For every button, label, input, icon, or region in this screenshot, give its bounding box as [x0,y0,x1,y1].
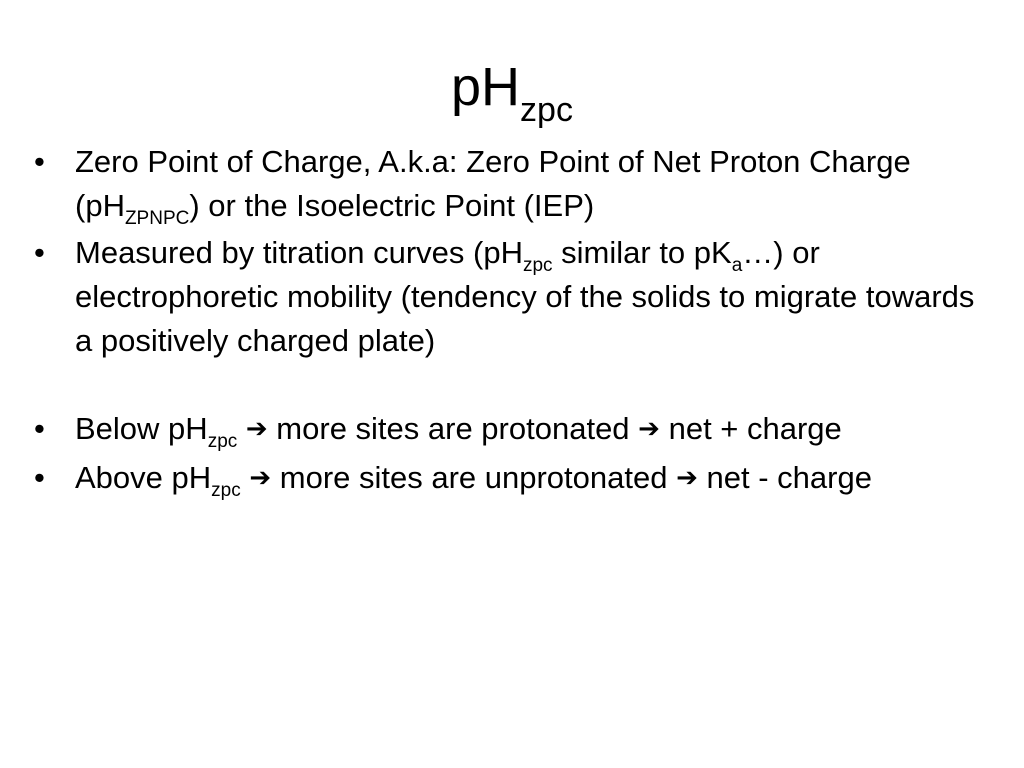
bullet-text: similar to pK [552,235,732,270]
bullet-text: Measured by titration curves (pH [75,235,523,270]
arrow-right-icon: ➔ [676,463,698,493]
subscript: zpc [207,431,238,452]
subscript: a [731,255,743,276]
bullet-text: more sites are protonated [267,411,639,446]
bullet-below-phzpc [34,407,984,453]
bullet-dot: • [34,144,45,179]
bullet-text: Zero Point of Charge, A.k.a: Zero Point of Net Proton Charge (pH [75,144,911,223]
bullet-dot: • [34,460,45,495]
slide-title [0,55,1024,129]
bullet-dot: • [34,411,45,446]
bullet-text: ) or the Isoelectric Point (IEP) [189,188,595,223]
bullet-zero-point-of-charge [34,140,984,228]
bullet-text: Above pH [75,460,212,495]
subscript: zpc [211,480,241,501]
bullet-list [34,140,984,505]
arrow-right-icon: ➔ [249,463,272,493]
bullet-text: more sites are unprotonated [271,460,677,495]
subscript: ZPNPC [124,208,190,229]
bullet-measured-by [34,231,984,363]
bullet-text: Below pH [75,411,208,446]
title-subscript: zpc [520,91,573,129]
arrow-right-icon: ➔ [245,414,268,444]
bullet-dot: • [34,235,45,270]
bullet-above-phzpc [34,456,984,502]
title-main: pH [451,57,521,117]
bullet-text: net + charge [659,411,842,446]
bullet-text: net - charge [697,460,872,495]
bullet-text: …) or electrophoretic mobility (tendency of the solids to migrate towards a positively charged plate) [75,235,975,358]
subscript: zpc [522,255,553,276]
arrow-right-icon: ➔ [638,414,660,444]
